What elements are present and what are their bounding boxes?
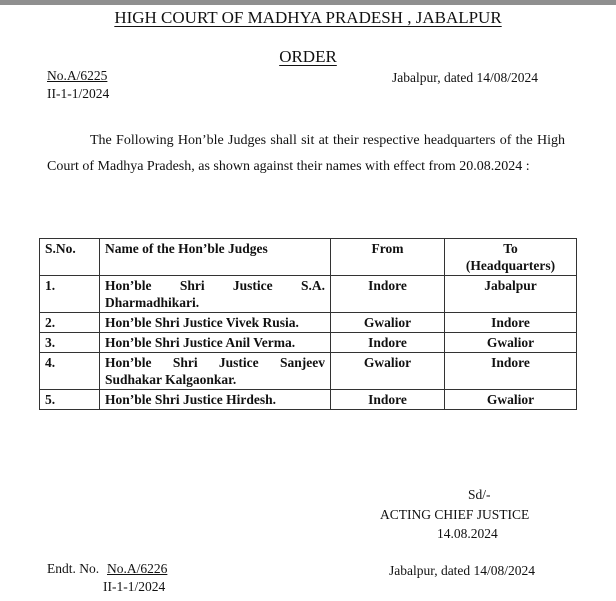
- cell-judge-name: Hon’ble Shri Justice Hirdesh.: [100, 390, 331, 410]
- cell-from: Indore: [331, 390, 445, 410]
- cell-sno: 2.: [40, 313, 100, 333]
- order-title: ORDER: [279, 47, 337, 66]
- cell-from: Indore: [331, 276, 445, 313]
- endorsement-label: Endt. No.: [47, 561, 100, 576]
- header-sno: S.No.: [40, 239, 100, 276]
- cell-judge-name: Hon’ble Shri Justice S.A. Dharmadhikari.: [100, 276, 331, 313]
- header-from: From: [331, 239, 445, 276]
- order-body-text: The Following Hon’ble Judges shall sit at their respective headquarters of the High Court of Madhya Pradesh, as shown against their names with effect from 20.08.2024 :: [47, 133, 565, 174]
- top-border: [0, 0, 616, 5]
- file-number: II-1-1/2024: [47, 86, 110, 101]
- cell-to: Gwalior: [445, 390, 577, 410]
- header-name: Name of the Hon’ble Judges: [100, 239, 331, 276]
- cell-from: Indore: [331, 333, 445, 353]
- cell-judge-name: Hon’ble Shri Justice Vivek Rusia.: [100, 313, 331, 333]
- cell-sno: 3.: [40, 333, 100, 353]
- order-number: No.A/6225: [47, 68, 108, 83]
- signatory-title: ACTING CHIEF JUSTICE: [380, 507, 530, 522]
- table-row: [40, 353, 577, 390]
- cell-judge-name: Hon’ble Shri Justice Anil Verma.: [100, 333, 331, 353]
- cell-from: Gwalior: [331, 353, 445, 390]
- court-title: HIGH COURT OF MADHYA PRADESH , JABALPUR: [114, 8, 502, 27]
- cell-to: Indore: [445, 313, 577, 333]
- cell-sno: 1.: [40, 276, 100, 313]
- cell-to: Jabalpur: [445, 276, 577, 313]
- cell-to: Indore: [445, 353, 577, 390]
- cell-from: Gwalior: [331, 313, 445, 333]
- signature-sd: Sd/-: [468, 487, 491, 502]
- header-to-sub: (Headquarters): [465, 258, 556, 273]
- table-row: [40, 390, 577, 410]
- table-row: [40, 333, 577, 353]
- order-heading: [0, 47, 616, 67]
- cell-sno: 4.: [40, 353, 100, 390]
- table-header-row: [40, 239, 577, 276]
- table-row: [40, 276, 577, 313]
- judges-table: [39, 238, 577, 410]
- table-row: [40, 313, 577, 333]
- cell-sno: 5.: [40, 390, 100, 410]
- signature-date: 14.08.2024: [437, 526, 498, 541]
- endorsement-date: Jabalpur, dated 14/08/2024: [389, 563, 536, 578]
- order-date: Jabalpur, dated 14/08/2024: [392, 70, 539, 85]
- cell-to: Gwalior: [445, 333, 577, 353]
- cell-judge-name: Hon’ble Shri Justice Sanjeev Sudhakar Kalgaonkar.: [100, 353, 331, 390]
- header-to-label: To: [503, 241, 518, 256]
- endorsement-number: No.A/6226: [107, 561, 168, 576]
- endorsement-file-number: II-1-1/2024: [103, 579, 166, 594]
- header-to: [445, 239, 577, 276]
